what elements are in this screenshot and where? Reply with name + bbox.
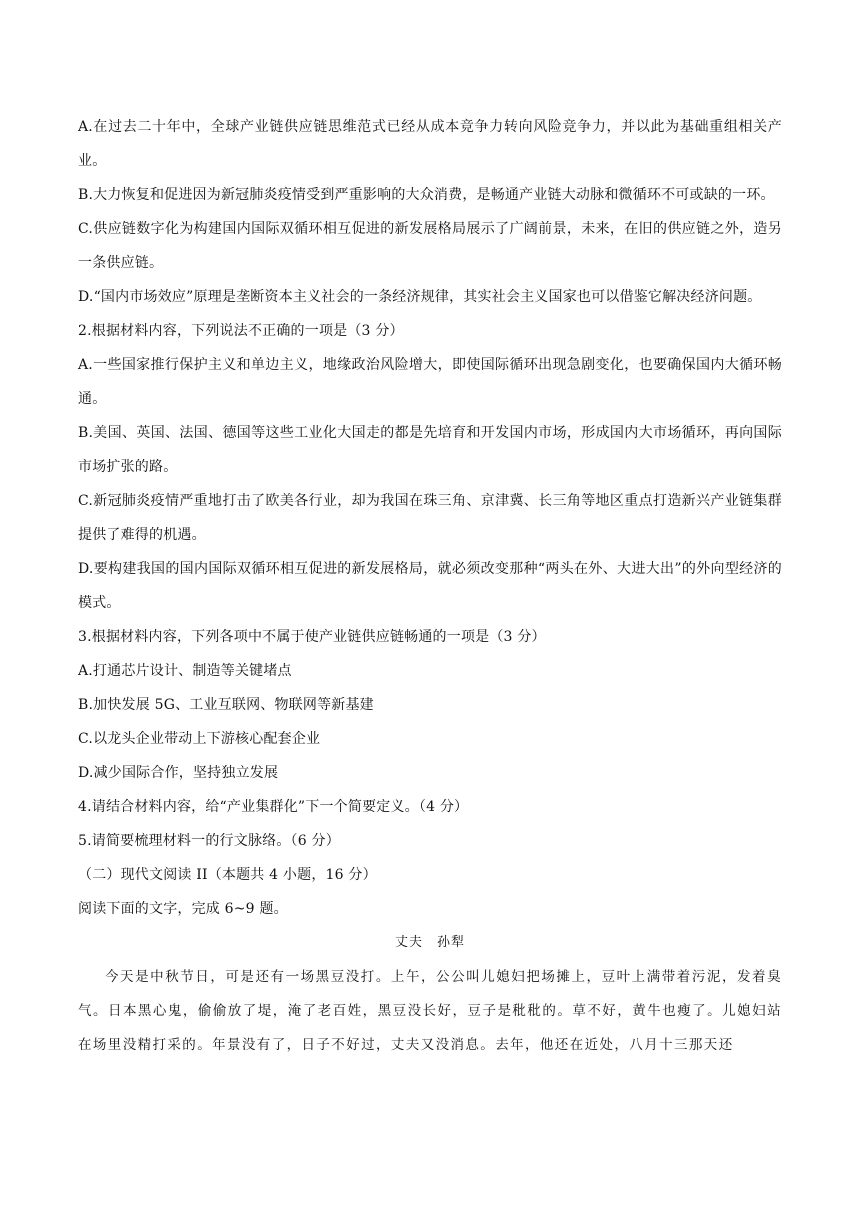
q1-option-d: D.“国内市场效应”原理是垄断资本主义社会的一条经济规律，其实社会主义国家也可以借鉴它解决经济问题。: [78, 289, 762, 305]
q2-option-d: D.要构建我国的国内国际双循环相互促进的新发展格局，就必须改变那种“两头在外、大进大出”的外向型经济的模式。: [78, 561, 782, 611]
page-content: [78, 110, 782, 1062]
story-title: 丈夫: [394, 935, 423, 950]
q2-option-c: C.新冠肺炎疫情严重地打击了欧美各行业，却为我国在珠三角、京津冀、长三角等地区重点打造新兴产业链集群提供了难得的机遇。: [78, 493, 782, 543]
q3-stem: 3.根据材料内容，下列各项中不属于使产业链供应链畅通的一项是（3 分）: [78, 629, 546, 645]
q2-option-b: B.美国、英国、法国、德国等这些工业化大国走的都是先培育和开发国内市场，形成国内大市场循环，再向国际市场扩张的路。: [78, 425, 782, 475]
section-instruction: 阅读下面的文字，完成 6~9 题。: [78, 901, 288, 917]
story-title-line: [78, 926, 782, 960]
q2-option-a: A.一些国家推行保护主义和单边主义，地缘政治风险增大，即使国际循环出现急剧变化，也要确保国内大循环畅通。: [78, 357, 782, 407]
q2-stem: 2.根据材料内容，下列说法不正确的一项是（3 分）: [78, 323, 404, 339]
q3-option-a: A.打通芯片设计、制造等关键堵点: [78, 663, 292, 679]
q4-stem: 4.请结合材料内容，给“产业集群化”下一个简要定义。（4 分）: [78, 799, 469, 815]
q3-option-c: C.以龙头企业带动上下游核心配套企业: [78, 731, 321, 747]
section-heading: （二）现代文阅读 II（本题共 4 小题，16 分）: [78, 867, 377, 883]
q3-option-d: D.减少国际合作，坚持独立发展: [78, 765, 279, 781]
q1-option-b: B.大力恢复和促进因为新冠肺炎疫情受到严重影响的大众消费，是畅通产业链大动脉和微循环不可或缺的一环。: [78, 187, 775, 203]
q3-option-b: B.加快发展 5G、工业互联网、物联网等新基建: [78, 697, 374, 713]
q1-option-a: A.在过去二十年中，全球产业链供应链思维范式已经从成本竞争力转向风险竞争力，并以此为基础重组相关产业。: [78, 119, 782, 169]
q1-option-c: C.供应链数字化为构建国内国际双循环相互促进的新发展格局展示了广阔前景，未来，在旧的供应链之外，造另一条供应链。: [78, 221, 782, 271]
story-author: 孙犁: [437, 935, 466, 950]
q5-stem: 5.请简要梳理材料一的行文脉络。（6 分）: [78, 833, 340, 849]
story-paragraph: 今天是中秋节日，可是还有一场黑豆没打。上午，公公叫儿媳妇把场摊上，豆叶上满带着污泥，发着臭气。日本黑心鬼，偷偷放了堤，淹了老百姓，黑豆没长好，豆子是秕秕的。草不好，黄牛也瘦了。儿媳妇站在场里没精打采的。年景没有了，日子不好过，丈夫又没消息。去年，他还在近处，八月十三那天还: [78, 969, 782, 1053]
